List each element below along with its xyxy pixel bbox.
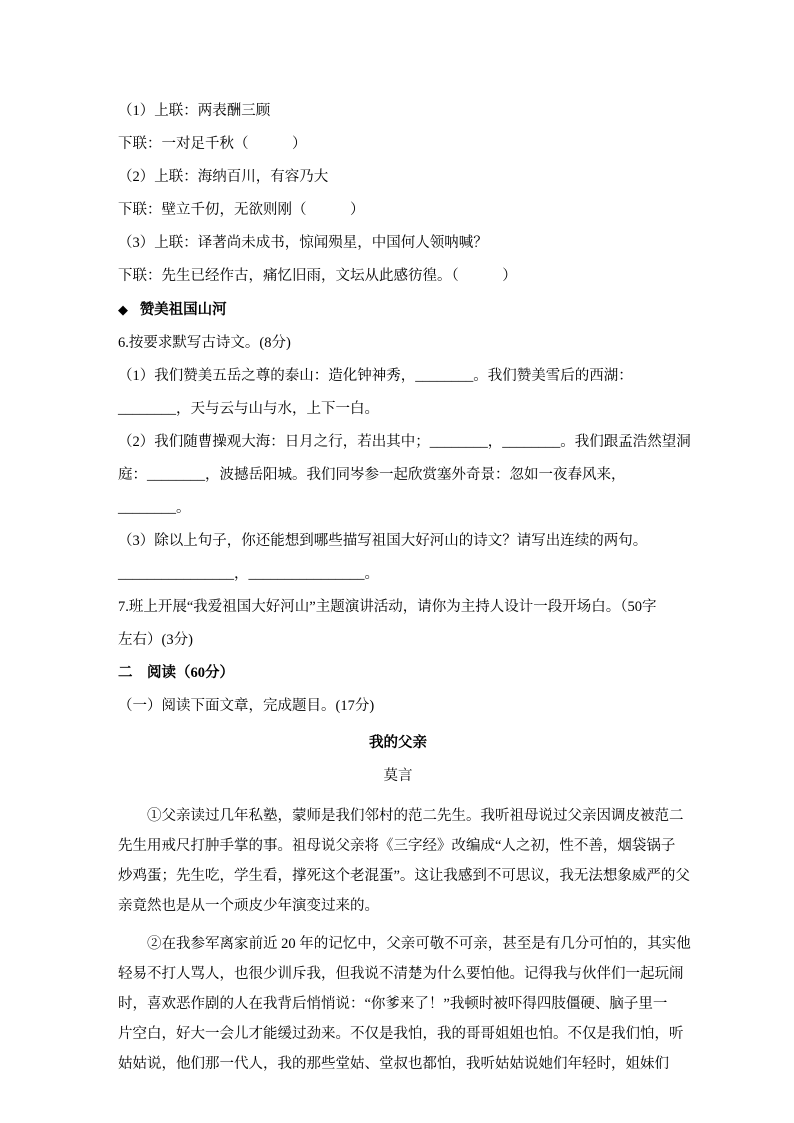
- question-6-line: （2）我们随曹操观大海：日月之行，若出其中；________，________。我们跟孟浩然望洞: [118, 434, 691, 450]
- question-6-line: （3）除以上句子，你还能想到哪些描写祖国大好河山的诗文？请写出连续的两句。: [118, 533, 648, 549]
- question-7: [118, 591, 678, 657]
- essay-title: 我的父亲: [369, 735, 427, 751]
- couplet-line: 下联：一对足千秋（ ）: [118, 136, 307, 152]
- couplet-line: 下联：壁立千仞，无欲则刚（ ）: [118, 202, 365, 218]
- couplet-line: （3）上联：译著尚未成书，惊闻殒星，中国何人领呐喊？: [118, 235, 488, 251]
- essay: [118, 727, 691, 1079]
- question-7-line: 7.班上开展“我爱祖国大好河山”主题演讲活动，请你为主持人设计一段开场白。（50字: [118, 599, 657, 615]
- question-6-line: ________________，________________。: [118, 566, 379, 582]
- question-7-line: 左右）(3分): [118, 632, 193, 648]
- essay-paragraph-1-line: 先生用戒尺打肿手掌的事。祖母说父亲将《三字经》改编成“人之初，性不善，烟袋锅子: [118, 838, 676, 854]
- essay-author: 莫言: [383, 768, 413, 784]
- section-2-heading: 二 阅读（60分）: [118, 665, 234, 681]
- couplet-line: （1）上联：两表酬三顾: [118, 103, 271, 119]
- section-bullet-heading: [118, 293, 678, 327]
- question-6-line: 6.按要求默写古诗文。(8分): [118, 335, 291, 351]
- essay-paragraph-2-line: ②在我参军离家前近 20 年的记忆中，父亲可敬不可亲，甚至是有几分可怕的，其实他: [147, 936, 691, 952]
- essay-paragraph-1-line: 亲竟然也是从一个顽皮少年演变过来的。: [118, 898, 379, 914]
- couplet-line: 下联：先生已经作古，痛忆旧雨，文坛从此感彷徨。（ ）: [118, 268, 517, 284]
- essay-paragraph-1-line: 炒鸡蛋；先生吃，学生看，撑死这个老混蛋”。这让我感到不可思议，我无法想象威严的父: [118, 868, 690, 884]
- essay-paragraph-2: [118, 929, 691, 1079]
- section-heading-label: 赞美祖国山河: [139, 302, 227, 318]
- essay-paragraph-2-line: 时，喜欢恶作剧的人在我背后悄悄说：“你爹来了！”我顿时被吓得四肢僵硬、脑子里一: [118, 996, 668, 1012]
- essay-paragraph-1: [118, 801, 690, 921]
- diamond-bullet-icon: ◆: [118, 302, 128, 317]
- essay-paragraph-2-line: 姑姑说，他们那一代人，我的那些堂姑、堂叔也都怕，我听姑姑说她们年轻时，姐妹们: [118, 1056, 669, 1072]
- question-6: [118, 327, 691, 591]
- question-6-line: ________。: [118, 500, 191, 516]
- essay-paragraph-2-line: 轻易不打人骂人，也很少训斥我，但我说不清楚为什么要怕他。记得我与伙伴们一起玩闹: [118, 966, 684, 982]
- question-6-line: （1）我们赞美五岳之尊的泰山：造化钟神秀，________。我们赞美雪后的西湖：: [118, 368, 633, 384]
- couplet-line: （2）上联：海纳百川，有容乃大: [118, 169, 329, 185]
- essay-paragraph-1-line: ①父亲读过几年私塾，蒙师是我们邻村的范二先生。我听祖母说过父亲因调皮被范二: [147, 808, 684, 824]
- couplet-section: [118, 95, 678, 293]
- question-6-line: 庭：________，波撼岳阳城。我们同岑参一起欣赏塞外奇景：忽如一夜春风来，: [118, 467, 626, 483]
- reading-intro: （一）阅读下面文章，完成题目。(17分): [118, 698, 375, 714]
- essay-paragraph-2-line: 片空白，好大一会儿才能缓过劲来。不仅是我怕，我的哥哥姐姐也怕。不仅是我们怕，听: [118, 1026, 684, 1042]
- question-6-line: ________，天与云与山与水，上下一白。: [118, 401, 379, 417]
